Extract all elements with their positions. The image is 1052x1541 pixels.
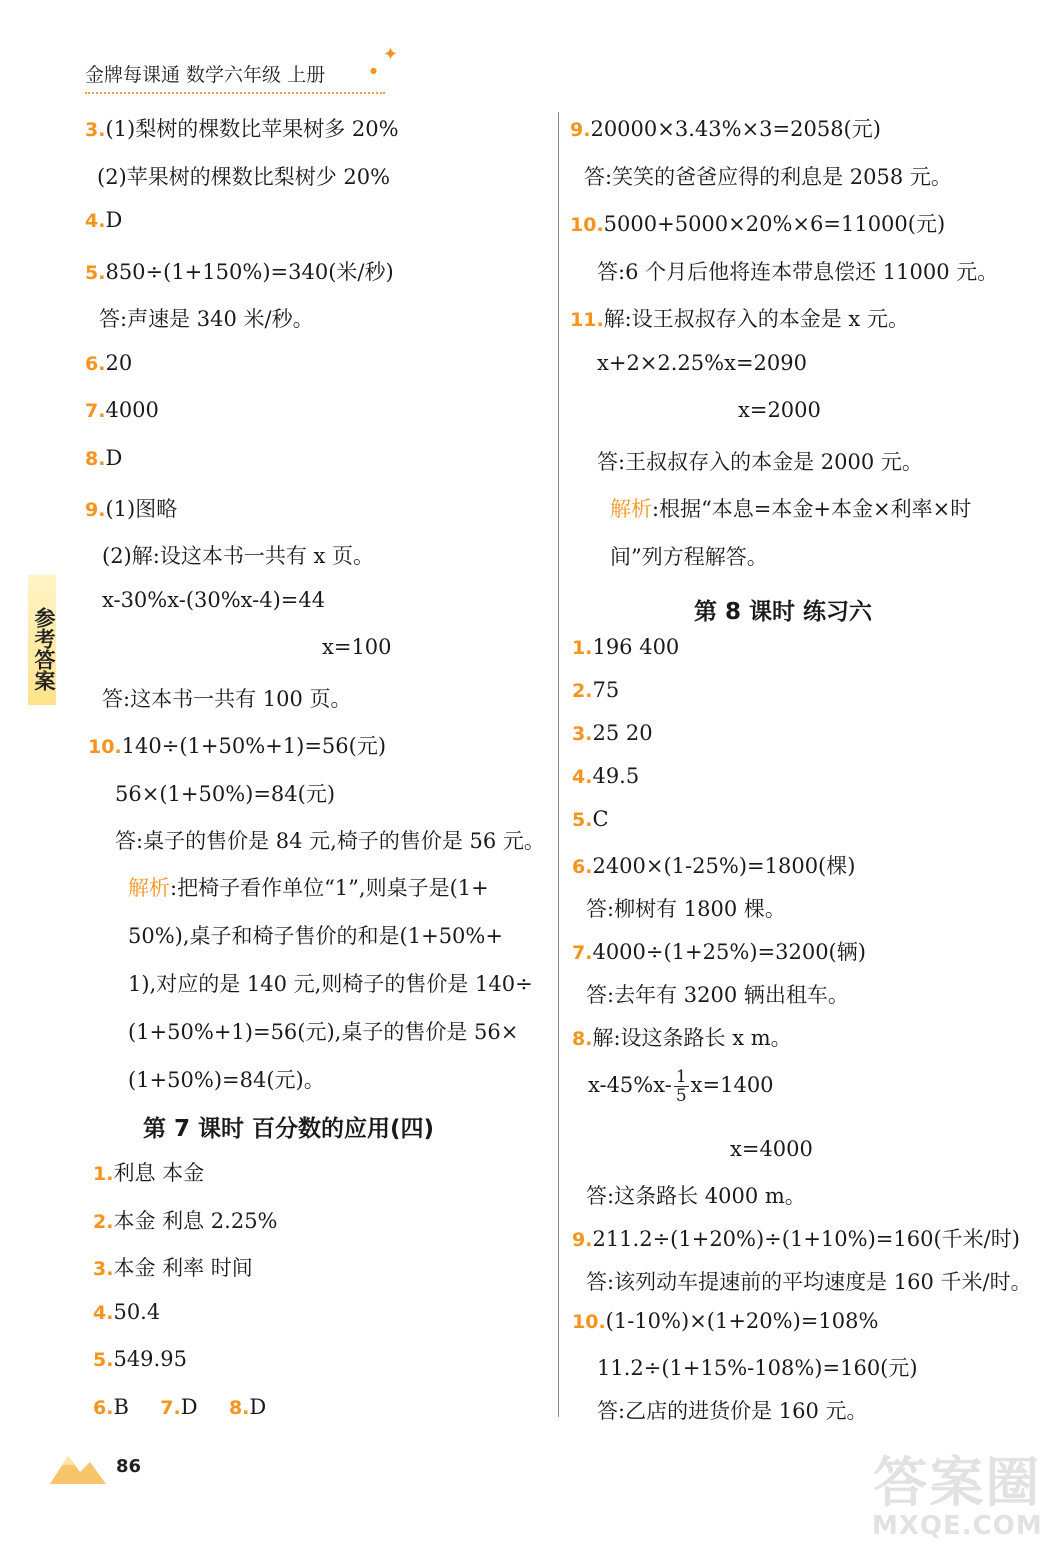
analysis-line: (1+50%+1)=56(元),桌子的售价是 56×: [128, 1020, 519, 1044]
answer-item: 7.4000: [85, 398, 159, 422]
answer-item: 3.本金 利率 时间: [93, 1256, 253, 1280]
answer-item: 9.211.2÷(1+20%)÷(1+10%)=160(千米/时): [572, 1227, 1020, 1251]
equation-with-fraction: x-45%x- $\frac{1}{5}$ x=1400: [588, 1067, 774, 1106]
star-icon: ✦: [383, 44, 399, 65]
answer-item: 11.解:设王叔叔存入的本金是 x 元。: [570, 307, 909, 331]
answer-item: 答:6 个月后他将连本带息偿还 11000 元。: [597, 260, 999, 284]
answer-item: 8.D: [85, 446, 123, 470]
answer-item: 5.C: [572, 807, 609, 831]
answer-item: 10.(1-10%)×(1+20%)=108%: [572, 1309, 879, 1333]
header-title: 金牌每课通 数学六年级 上册: [85, 64, 326, 86]
answer-item: 10.140÷(1+50%+1)=56(元): [88, 734, 387, 758]
answer-item: 答:笑笑的爸爸应得的利息是 2058 元。: [584, 165, 952, 189]
watermark: 答案圈 MXQE.COM: [872, 1451, 1043, 1541]
answer-item: 1.196 400: [572, 635, 680, 659]
answer-item: 3.(1)梨树的棵数比苹果树多 20%: [85, 117, 399, 141]
equation: x=100: [322, 635, 392, 659]
answer-item: 答:该列动车提速前的平均速度是 160 千米/时。: [586, 1270, 1032, 1294]
answer-item: 答:去年有 3200 辆出租车。: [586, 983, 849, 1007]
analysis-line: 1),对应的是 140 元,则椅子的售价是 140÷: [128, 972, 533, 996]
answer-item: 4.50.4: [93, 1300, 161, 1324]
analysis-label: 解析: [128, 876, 170, 900]
answer-item: 答:声速是 340 米/秒。: [99, 307, 314, 331]
answer-item: 2.75: [572, 678, 620, 702]
answer-item: 6.B 7.D 8.D: [93, 1395, 267, 1419]
answer-item: 答:柳树有 1800 棵。: [586, 897, 786, 921]
equation: x=2000: [738, 398, 821, 422]
equation: 56×(1+50%)=84(元): [115, 782, 336, 806]
analysis-label: 解析: [610, 497, 652, 521]
answer-item: 4.49.5: [572, 764, 640, 788]
equation: x+2×2.25%x=2090: [597, 351, 807, 375]
answer-item: 9.(1)图略: [85, 497, 178, 521]
answer-item: 5.850÷(1+150%)=340(米/秒): [85, 260, 394, 284]
answer-item: 6.20: [85, 351, 133, 375]
answer-item: 7.4000÷(1+25%)=3200(辆): [572, 940, 866, 964]
header-underline: [85, 92, 385, 94]
answer-item: 9.20000×3.43%×3=2058(元): [570, 117, 881, 141]
equation: x=4000: [730, 1137, 813, 1161]
side-tab: 参考答案: [28, 575, 56, 705]
analysis-line: (1+50%)=84(元)。: [128, 1068, 325, 1092]
analysis-line: 解析:根据“本息=本金+本金×利率×时: [610, 497, 972, 521]
mountain-icon: [50, 1448, 106, 1484]
answer-item: 5.549.95: [93, 1347, 187, 1371]
equation: x-30%x-(30%x-4)=44: [102, 588, 326, 612]
answer-item: 答:这条路长 4000 m。: [586, 1184, 806, 1208]
answer-item: (2)解:设这本书一共有 x 页。: [102, 544, 375, 568]
lesson-heading: 第 8 课时 练习六: [694, 599, 873, 625]
answer-item: 答:王叔叔存入的本金是 2000 元。: [597, 450, 923, 474]
answer-item: 2.本金 利息 2.25%: [93, 1209, 278, 1233]
fraction: $\frac{1}{5}$: [675, 1067, 687, 1106]
analysis-line: 解析:把椅子看作单位“1”,则桌子是(1+: [128, 876, 489, 900]
dot-icon: ●: [370, 66, 377, 75]
answer-item: (2)苹果树的棵数比梨树少 20%: [97, 165, 391, 189]
answer-item: 6.2400×(1-25%)=1800(棵): [572, 854, 856, 878]
answer-item: 答:桌子的售价是 84 元,椅子的售价是 56 元。: [115, 829, 545, 853]
answer-item: 10.5000+5000×20%×6=11000(元): [570, 212, 946, 236]
answer-item: 4.D: [85, 208, 123, 232]
equation: 11.2÷(1+15%-108%)=160(元): [597, 1356, 918, 1380]
answer-item: 答:乙店的进货价是 160 元。: [597, 1399, 868, 1423]
column-divider: [558, 112, 559, 1417]
answer-item: 1.利息 本金: [93, 1161, 205, 1185]
answer-item: 答:这本书一共有 100 页。: [102, 687, 352, 711]
answer-item: 3.25 20: [572, 721, 653, 745]
page-number: 86: [116, 1456, 142, 1477]
lesson-heading: 第 7 课时 百分数的应用(四): [143, 1116, 435, 1142]
analysis-line: 间”列方程解答。: [610, 545, 768, 569]
analysis-line: 50%),桌子和椅子售价的和是(1+50%+: [128, 924, 503, 948]
answer-item: 8.解:设这条路长 x m。: [572, 1026, 792, 1050]
